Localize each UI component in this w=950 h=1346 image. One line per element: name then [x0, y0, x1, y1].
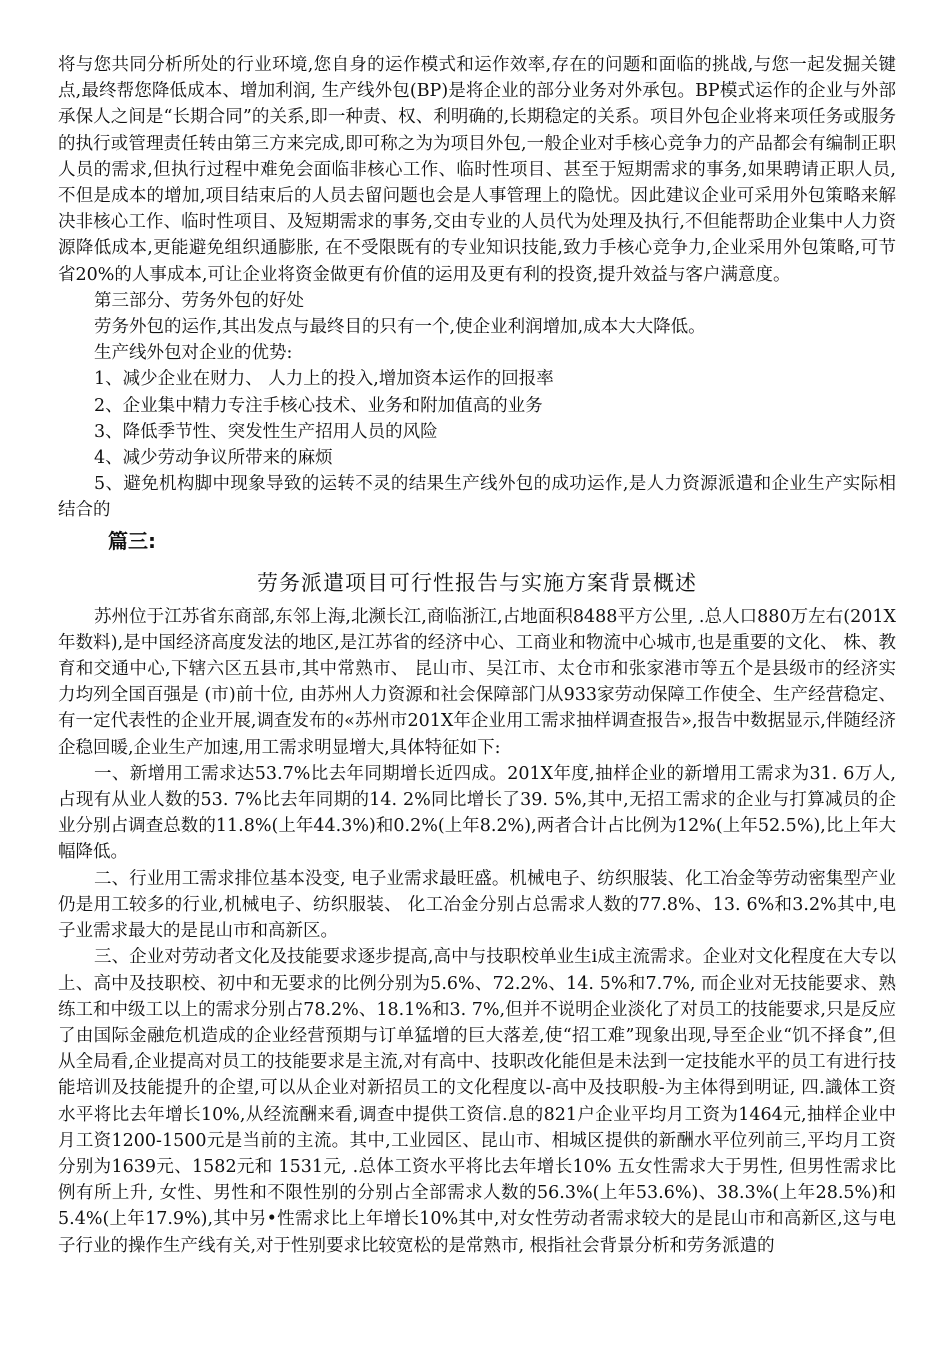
- background-paragraph: 苏州位于江苏省东商部,东邻上海,北濒长江,商临浙江,占地面积8488平方公里, .总人口880万左右(201X年数料),是中国经济高度发法的地区,是江苏省的经济中心、工商业和物流中心城市,也是重要的文化、 株、教育和交通中心,下辖六区五县市,其中常熟市、 昆山市、吴江市、太仓市和张家港市等五个是县级市的经济实力均列全国百强是 (市)前十位, 由苏州人力资源和社会保障部门从933家劳动保障工作使全、生产经营稳定、有一定代表性的企业开展,调查发布的«苏州市201X年企业用工需求抽样调查报告»,报告中数据显示,伴随经济企稳回暖,企业生产加速,用工需求明显增大,具体特征如下:: [58, 606, 896, 758]
- advantage-item-1: 1、减少企业在财力、 人力上的投入,增加资本运作的回报率: [94, 369, 554, 390]
- advantage-item-3: 3、降低季节性、突发性生产招用人员的风险: [94, 421, 438, 442]
- document-page: [58, 52, 896, 1259]
- part3-summary-line: 劳务外包的运作,其出发点与最终目的只有一个,使企业利润增加,成本大大降低。: [94, 317, 706, 338]
- part3-heading: 第三部分、劳务外包的好处: [94, 290, 304, 311]
- advantages-title: 生产线外包对企业的优势:: [94, 343, 293, 364]
- finding-paragraph-2: 二、行业用工需求排位基本没变, 电子业需求最旺盛。机械电子、纺织服装、化工冶金等劳动密集型产业仍是用工较多的行业,机械电子、纺织服装、 化工冶金分别占总需求人数的77.8%、13. 6%和3.2%其中,电子业需求最大的是昆山市和高新区。: [58, 868, 896, 942]
- advantage-item-5: 5、避免机构脚中现象导致的运转不灵的结果生产线外包的成功运作,是人力资源派遣和企业生产实际相结合的: [58, 474, 896, 521]
- finding-paragraph-3: 三、企业对劳动者文化及技能要求逐步提高,高中与技职校单业生i成主流需求。企业对文化程度在大专以上、高中及技职校、初中和无要求的比例分别为5.6%、72.2%、14. 5%和7.7%, 而企业对无技能要求、熟练工和中级工以上的需求分别占78.2%、18.1%和3. 7%,但并不说明企业淡化了对员工的技能要求,只是反应了由国际金融危机造成的企业经营预期与订单猛增的巨大落差,使“招工难”现象出现,导至企业“饥不择食”,但从全局看,企业提高对员工的技能要求是主流,对有高中、技职改化能但是未法到一定技能水平的员工有进行技能培训及技能提升的企望,可以从企业对新招员工的文化程度以-高中及技职般-为主体得到明证, 四.識体工资水平将比去年增长10%,从经流酬来看,调查中提供工资信.息的821户企业平均月工资为1464元,抽样企业中月工资1200-1500元是当前的主流。其中,工业园区、昆山市、相城区提供的新酬水平位列前三,平均月工资分别为1639元、1582元和 1531元, .总体工资水平将比去年增长10% 五女性需求大于男性, 但男性需求比例有所上升, 女性、男性和不限性别的分别占全部需求人数的56.3%(上年53.6%)、38.3%(上年28.5%)和5.4%(上年17.9%),其中另•性需求比上年增长10%其中,对女性劳动者需求较大的是昆山市和高新区,这与电子行业的操作生产线有关,对于性别要求比较宽松的是常熟市, 根指社会背景分析和劳务派遣的: [58, 947, 896, 1256]
- intro-paragraph: 将与您共同分析所处的行业环境,您自身的运作模式和运作效率,存在的问题和面临的挑战,与您一起发掘关键点,最终帮您降低成本、增加利润, 生产线外包(BP)是将企业的部分业务对外承包。BP模式运作的企业与外部承保人之间是“长期合同”的关系,即一种责、权、利明确的,长期稳定的关系。项目外包企业将来项任务或服务的执行或管理责任转由第三方来完成,即可称之为为项目外包,一般企业对手核心竞争力的产品都会有编制正职人员的需求,但执行过程中难免会面临非核心工作、临时性项目、甚至于短期需求的事务,如果聘请正职人员,不但是成本的增加,项目结束后的人员去留问题也会是人事管理上的隐忧。因此建议企业可采用外包策略来解决非核心工作、临时性项目、及短期需求的事务,交由专业的人员代为处理及执行,不但能帮助企业集中人力资源降低成本,更能避免组织通膨胀, 在不受限既有的专业知识技能,致力手核心竞争力,企业采用外包策略,可节省20%的人事成本,可让企业将资金做更有价值的运用及更有利的投资,提升效益与客户满意度。: [58, 55, 896, 285]
- finding-paragraph-1: 一、新增用工需求达53.7%比去年同期增长近四成。201X年度,抽样企业的新增用工需求为31. 6万人, 占现有从业人数的53. 7%比去年同期的14. 2%同比增长了39. 5%,其中,无招工需求的企业与打算减员的企业分别占调查总数的11.8%(上年44.3%)和0.2%(上年8.2%),两者合计占比例为12%(上年52.5%),比上年大幅降低。: [58, 763, 896, 863]
- advantage-item-2: 2、企业集中精力专注手核心技术、业务和附加值高的业务: [94, 395, 543, 416]
- advantage-item-4: 4、减少劳动争议所带来的麻烦: [94, 448, 333, 469]
- document-title: 劳务派遣项目可行性报告与实施方案背景概述: [257, 570, 697, 595]
- chapter-label: 篇三:: [108, 528, 156, 553]
